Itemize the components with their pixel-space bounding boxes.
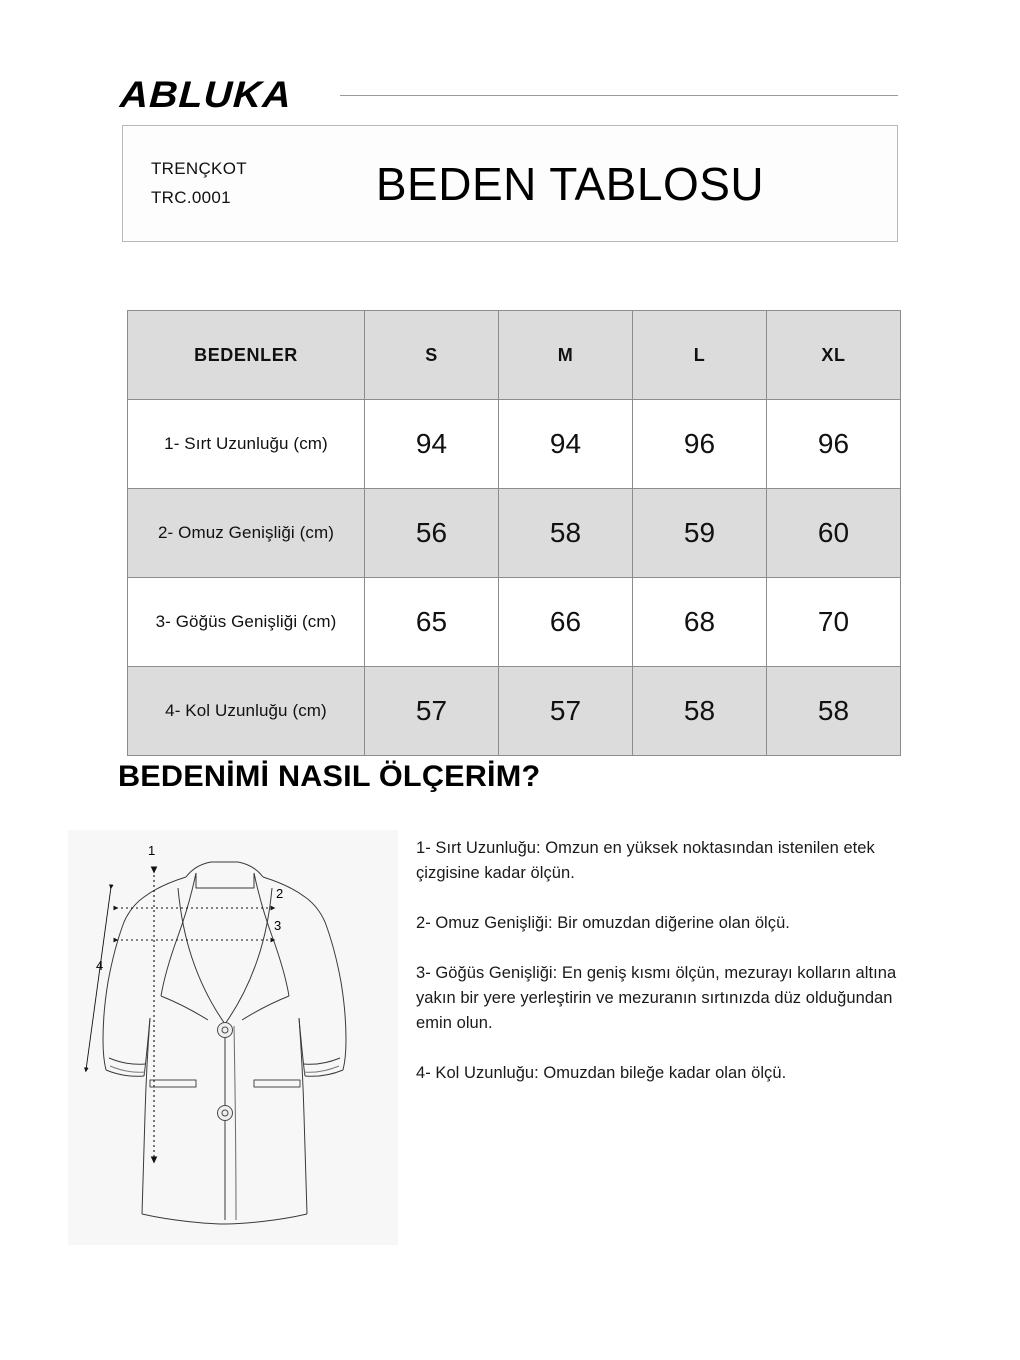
cell-back-length-m: 94 xyxy=(499,400,633,489)
abluka-logo: ABLUKA xyxy=(118,74,294,115)
coat-diagram-panel xyxy=(68,830,398,1245)
size-table xyxy=(127,310,901,756)
measure-instructions xyxy=(416,836,898,1086)
row-label-chest-width: 3- Göğüs Genişliği (cm) xyxy=(128,578,365,667)
table-row xyxy=(128,578,901,667)
instruction-back-length: 1- Sırt Uzunluğu: Omzun en yüksek noktasından istenilen etek çizgisine kadar ölçün. xyxy=(416,839,875,882)
marker-2-label: 2 xyxy=(276,886,284,901)
marker-4-label: 4 xyxy=(96,958,104,973)
cell-chest-width-l: 68 xyxy=(633,578,767,667)
column-header-measure: BEDENLER xyxy=(128,311,365,400)
product-code-label: TRC.0001 xyxy=(151,188,231,207)
table-row xyxy=(128,400,901,489)
column-header-xl: XL xyxy=(767,311,901,400)
cell-sleeve-length-s: 57 xyxy=(365,667,499,756)
measure-section-heading: BEDENİMİ NASIL ÖLÇERİM? xyxy=(118,760,541,793)
table-header-row xyxy=(128,311,901,400)
page-title: BEDEN TABLOSU xyxy=(375,157,765,210)
cell-shoulder-width-m: 58 xyxy=(499,489,633,578)
table-row xyxy=(128,489,901,578)
instruction-chest-width: 3- Göğüs Genişliği: En geniş kısmı ölçün, mezurayı kolların altına yakın bir yere yerleştirin ve mezuranın sırtınızda düz olduğundan emin olun. xyxy=(416,964,897,1032)
cell-sleeve-length-xl: 58 xyxy=(767,667,901,756)
cell-back-length-s: 94 xyxy=(365,400,499,489)
instruction-shoulder-width: 2- Omuz Genişliği: Bir omuzdan diğerine olan ölçü. xyxy=(416,914,790,932)
row-label-sleeve-length: 4- Kol Uzunluğu (cm) xyxy=(128,667,365,756)
title-panel xyxy=(122,125,898,242)
column-header-l: L xyxy=(633,311,767,400)
product-type-label: TRENÇKOT xyxy=(151,159,247,178)
logo-divider-rule xyxy=(340,95,898,96)
table-row xyxy=(128,667,901,756)
cell-shoulder-width-xl: 60 xyxy=(767,489,901,578)
cell-back-length-l: 96 xyxy=(633,400,767,489)
brand-header xyxy=(118,74,898,115)
cell-sleeve-length-l: 58 xyxy=(633,667,767,756)
column-header-m: M xyxy=(499,311,633,400)
cell-chest-width-s: 65 xyxy=(365,578,499,667)
cell-chest-width-xl: 70 xyxy=(767,578,901,667)
row-label-back-length: 1- Sırt Uzunluğu (cm) xyxy=(128,400,365,489)
marker-3-label: 3 xyxy=(274,918,282,933)
trench-coat-illustration xyxy=(68,830,398,1245)
cell-back-length-xl: 96 xyxy=(767,400,901,489)
cell-chest-width-m: 66 xyxy=(499,578,633,667)
column-header-s: S xyxy=(365,311,499,400)
cell-shoulder-width-s: 56 xyxy=(365,489,499,578)
cell-sleeve-length-m: 57 xyxy=(499,667,633,756)
cell-shoulder-width-l: 59 xyxy=(633,489,767,578)
marker-1-label: 1 xyxy=(148,843,156,858)
instruction-sleeve-length: 4- Kol Uzunluğu: Omuzdan bileğe kadar olan ölçü. xyxy=(416,1064,787,1082)
row-label-shoulder-width: 2- Omuz Genişliği (cm) xyxy=(128,489,365,578)
